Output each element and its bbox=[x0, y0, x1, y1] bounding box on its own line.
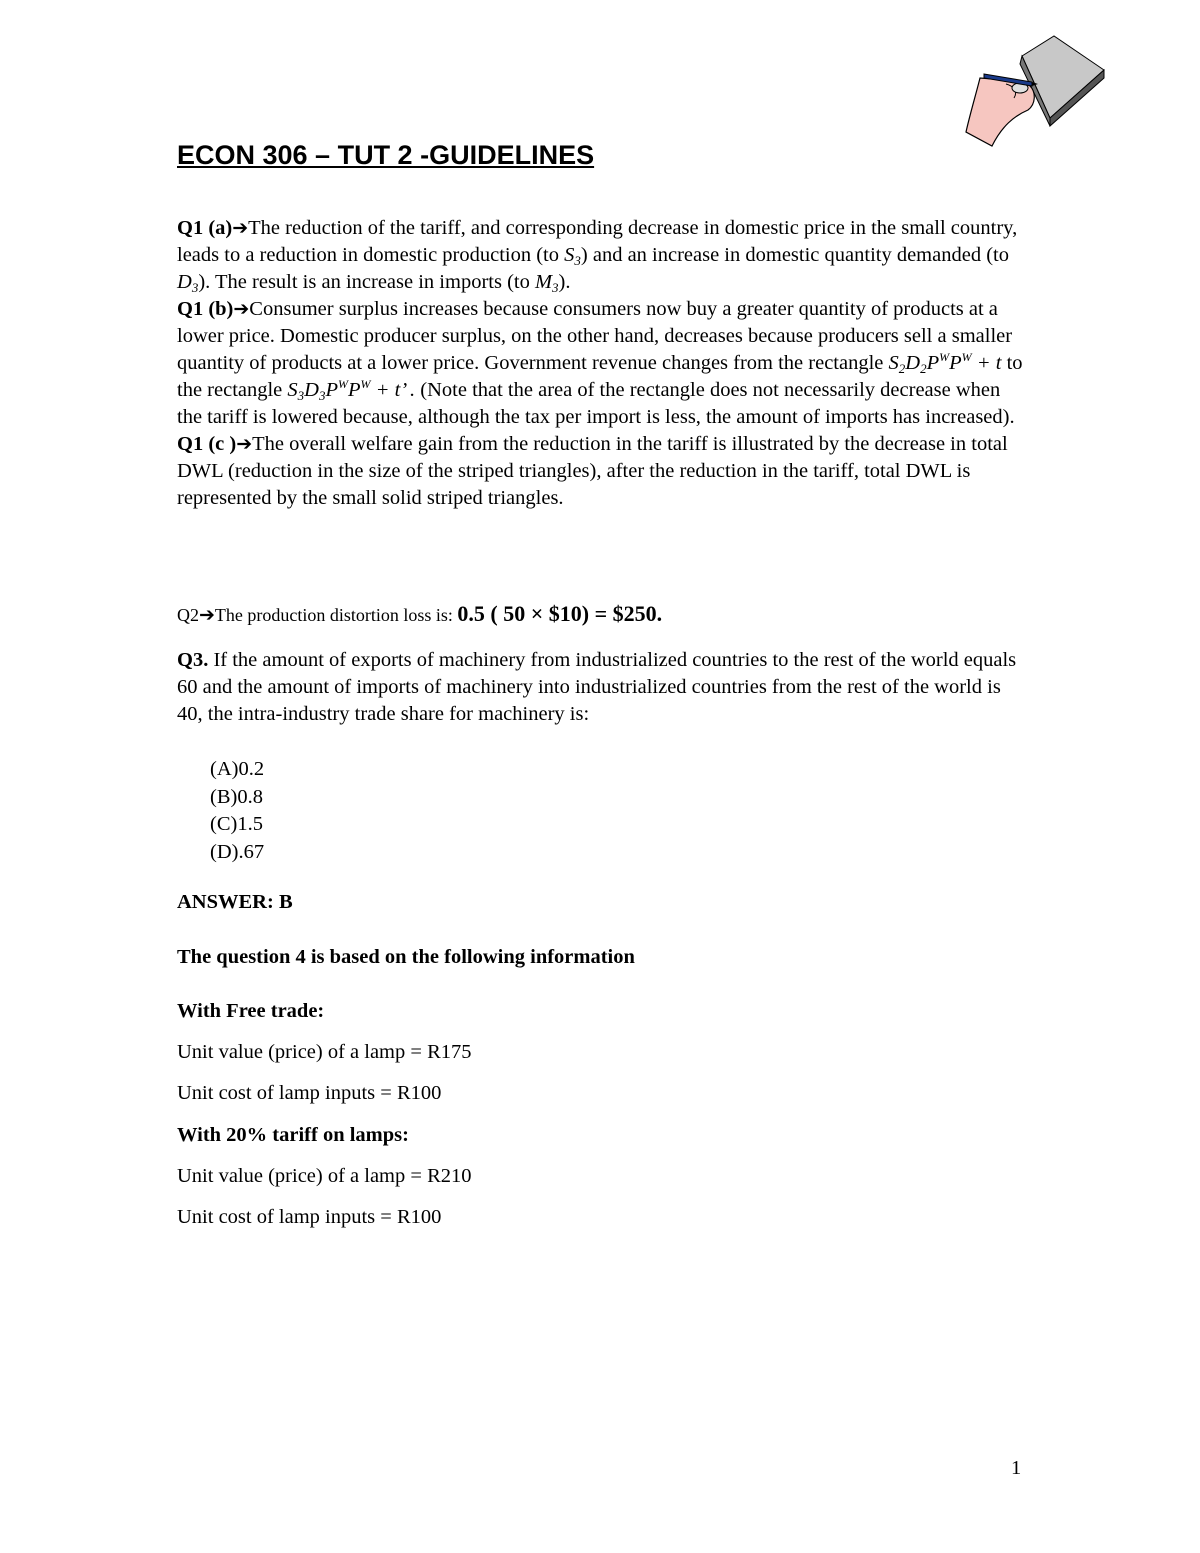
q1a-text: ). bbox=[558, 271, 571, 293]
option-item: (C)1.5 bbox=[210, 813, 263, 835]
subscript: 3 bbox=[297, 388, 305, 403]
q1b-text: to the rectangle bbox=[177, 352, 1023, 401]
superscript: W bbox=[338, 377, 349, 391]
symbol-t-prime: + t’ . bbox=[370, 379, 416, 401]
free-trade-cost-line: Unit cost of lamp inputs = R100 bbox=[177, 1082, 442, 1104]
hand-writing-clipart-icon bbox=[962, 34, 1110, 150]
option-item: (A)0.2 bbox=[210, 758, 265, 780]
symbol-d: D bbox=[177, 271, 192, 293]
tariff-cost-line: Unit cost of lamp inputs = R100 bbox=[177, 1206, 442, 1228]
q1a-text: ) and an increase in domestic quantity demanded (to bbox=[580, 244, 1009, 266]
q1a-text: The reduction of the tariff, and corresponding decrease in domestic price in the small country, leads to a reduction in domestic production (to bbox=[177, 217, 1018, 266]
symbol-s: S bbox=[287, 379, 298, 401]
symbol-p: P bbox=[348, 379, 361, 401]
q3-label: Q3. bbox=[177, 649, 209, 671]
symbol-s: S bbox=[564, 244, 575, 266]
answer-line: ANSWER: B bbox=[177, 891, 293, 913]
symbol-d: D bbox=[304, 379, 319, 401]
symbol-m: M bbox=[534, 271, 553, 293]
arrow-right-icon: ➔ bbox=[233, 298, 250, 320]
q3-paragraph bbox=[177, 647, 1027, 728]
subscript: 3 bbox=[552, 280, 559, 295]
tariff-heading: With 20% tariff on lamps: bbox=[177, 1124, 409, 1146]
page-number: 1 bbox=[1011, 1457, 1022, 1479]
q1a-text: ). The result is an increase in imports (to bbox=[198, 271, 535, 293]
q1c-text: The overall welfare gain from the reduction in the tariff is illustrated by the decrease in total DWL (reduction in the size of the striped triangles), after the reduction in the tariff, total DWL is represented by the small solid striped triangles. bbox=[177, 433, 1008, 509]
q1a-paragraph bbox=[177, 215, 1027, 296]
tariff-price-line: Unit value (price) of a lamp = R210 bbox=[177, 1165, 472, 1187]
q1a-label: Q1 (a) bbox=[177, 217, 233, 239]
subscript: 2 bbox=[898, 361, 906, 376]
arrow-right-icon: ➔ bbox=[232, 217, 249, 239]
superscript: W bbox=[961, 350, 972, 364]
subscript: 3 bbox=[191, 280, 199, 295]
q1b-text: (Note that the area of the rectangle does not necessarily decrease when the tariff is lowered because, although the tax per import is less, the amount of imports has increased). bbox=[177, 379, 1015, 428]
option-item: (D).67 bbox=[210, 840, 265, 863]
symbol-p: P bbox=[325, 379, 339, 401]
superscript: W bbox=[360, 377, 371, 391]
subscript: 3 bbox=[574, 253, 581, 268]
q2-formula: 0.5 ( 50 × $10) = $250. bbox=[457, 601, 663, 626]
symbol-p: P bbox=[926, 352, 940, 374]
symbol-s: S bbox=[888, 352, 899, 374]
q1c-paragraph bbox=[177, 431, 1027, 512]
q2-text: The production distortion loss is: bbox=[214, 605, 458, 625]
free-trade-price-line: Unit value (price) of a lamp = R175 bbox=[177, 1041, 472, 1063]
q1c-label: Q1 (c ) bbox=[177, 433, 237, 455]
symbol-t: + t bbox=[971, 352, 1002, 374]
arrow-right-icon: ➔ bbox=[236, 433, 253, 455]
q4-intro: The question 4 is based on the following information bbox=[177, 946, 635, 968]
symbol-p: P bbox=[949, 352, 962, 374]
q2-label: Q2 bbox=[177, 605, 199, 625]
q1b-text: Consumer surplus increases because consumers now buy a greater quantity of products at a lower price. Domestic producer surplus, on the other hand, decreases because producers sell a smaller quantity of products at a lower price. Government revenue changes from the rectangle bbox=[177, 298, 1013, 374]
q1b-label: Q1 (b) bbox=[177, 298, 234, 320]
superscript: W bbox=[939, 350, 950, 364]
page-title: ECON 306 – TUT 2 -GUIDELINES bbox=[177, 140, 595, 170]
subscript: 2 bbox=[920, 361, 927, 376]
option-item: (B)0.8 bbox=[210, 785, 263, 808]
symbol-d: D bbox=[905, 352, 921, 374]
free-trade-heading: With Free trade: bbox=[177, 1000, 325, 1022]
subscript: 3 bbox=[318, 388, 326, 403]
arrow-right-icon: ➔ bbox=[199, 604, 215, 626]
q3-text: If the amount of exports of machinery from industrialized countries to the rest of the world equals 60 and the amount of imports of machinery into industrialized countries from the rest of the world is 40, the intra-industry trade share for machinery is: bbox=[177, 649, 1017, 725]
answer-options-list bbox=[210, 756, 264, 866]
q1-section bbox=[177, 215, 1027, 512]
q1b-paragraph bbox=[177, 296, 1027, 431]
q2-paragraph bbox=[177, 600, 1027, 629]
